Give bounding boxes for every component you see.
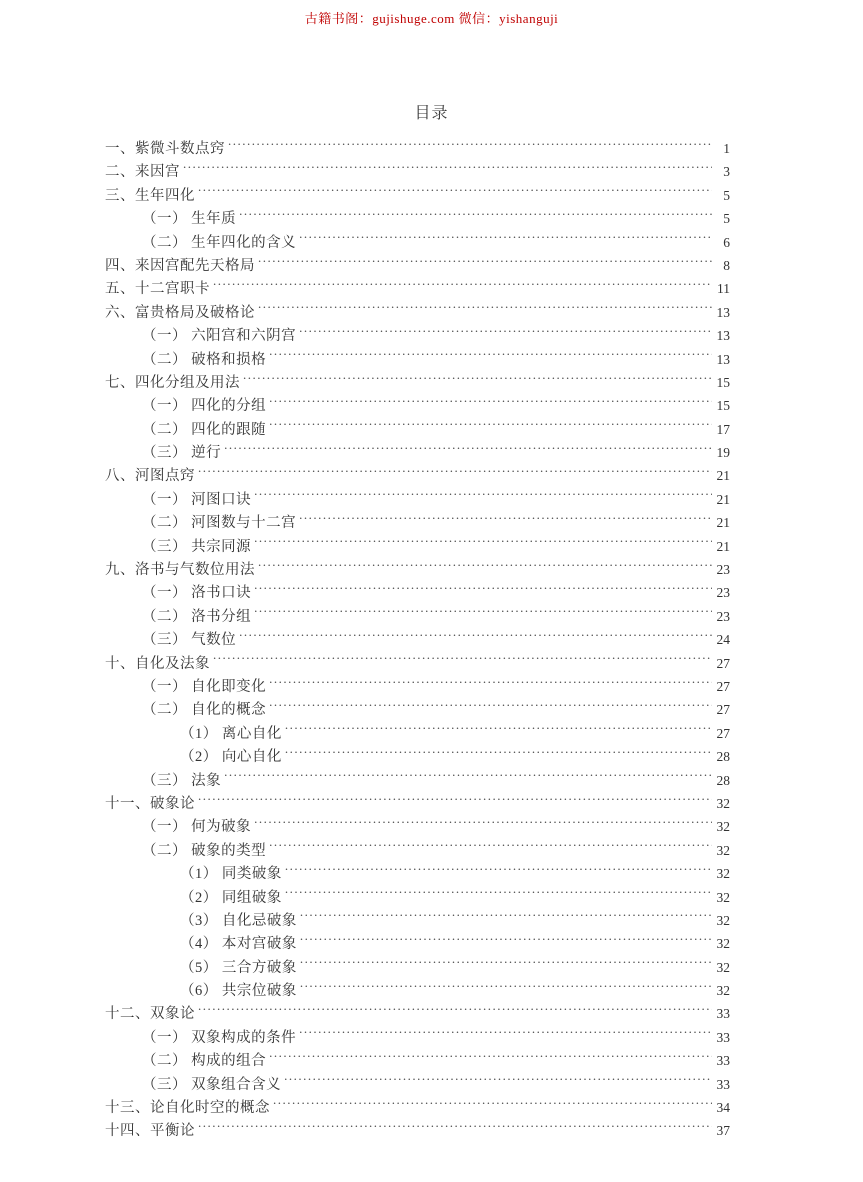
toc-dot-leader bbox=[254, 489, 712, 504]
toc-entry-page: 19 bbox=[716, 445, 730, 461]
toc-entry[interactable] bbox=[105, 137, 730, 160]
toc-entry-label: （2） 同组破象 bbox=[180, 889, 282, 906]
toc-entry[interactable] bbox=[105, 324, 730, 347]
toc-entry-label: （一） 生年质 bbox=[142, 211, 237, 228]
toc-entry[interactable] bbox=[105, 1096, 730, 1119]
toc-entry-label: （二） 生年四化的含义 bbox=[142, 234, 297, 251]
toc-entry[interactable] bbox=[105, 348, 730, 371]
toc-dot-leader bbox=[285, 723, 712, 738]
toc-entry-label: （1） 离心自化 bbox=[180, 725, 282, 742]
toc-entry[interactable] bbox=[105, 231, 730, 254]
toc-entry[interactable] bbox=[105, 1026, 730, 1049]
toc-dot-leader bbox=[183, 162, 712, 177]
toc-entry-page: 27 bbox=[716, 678, 730, 694]
toc-entry[interactable] bbox=[105, 698, 730, 721]
toc-dot-leader bbox=[258, 560, 712, 575]
toc-entry-label: （二） 构成的组合 bbox=[142, 1053, 267, 1070]
toc-entry[interactable] bbox=[105, 418, 730, 441]
toc-entry-page: 13 bbox=[716, 304, 730, 320]
toc-entry-label: （4） 本对宫破象 bbox=[180, 936, 297, 953]
toc-entry-label: 八、河图点窍 bbox=[105, 468, 195, 485]
toc-entry-label: （二） 洛书分组 bbox=[142, 608, 252, 625]
toc-entry-label: （3） 自化忌破象 bbox=[180, 912, 297, 929]
page-title: 目录 bbox=[414, 105, 449, 122]
toc-entry-page: 33 bbox=[716, 1006, 730, 1022]
toc-entry[interactable] bbox=[105, 207, 730, 230]
toc-entry[interactable] bbox=[105, 1073, 730, 1096]
toc-entry-label: （三） 气数位 bbox=[142, 632, 237, 649]
toc-entry[interactable] bbox=[105, 160, 730, 183]
toc-entry-label: （二） 破格和损格 bbox=[142, 351, 267, 368]
toc-entry-label: 六、富贵格局及破格论 bbox=[105, 304, 255, 321]
toc-entry-label: （二） 自化的概念 bbox=[142, 702, 267, 719]
toc-entry-page: 32 bbox=[716, 819, 730, 835]
toc-entry-label: （1） 同类破象 bbox=[180, 866, 282, 883]
toc-entry-label: （一） 双象构成的条件 bbox=[142, 1029, 297, 1046]
toc-entry[interactable] bbox=[105, 488, 730, 511]
toc-entry-page: 33 bbox=[716, 1076, 730, 1092]
toc-entry-page: 33 bbox=[716, 1029, 730, 1045]
toc-entry-page: 21 bbox=[716, 538, 730, 554]
page-header-watermark: 古籍书阁：gujishuge.com 微信：yishanguji bbox=[304, 11, 559, 26]
toc-entry-page: 21 bbox=[716, 491, 730, 507]
toc-entry[interactable] bbox=[105, 184, 730, 207]
toc-entry[interactable] bbox=[105, 675, 730, 698]
toc-entry[interactable] bbox=[105, 277, 730, 300]
toc-entry[interactable] bbox=[105, 605, 730, 628]
toc-dot-leader bbox=[228, 139, 712, 154]
toc-entry-page: 15 bbox=[716, 374, 730, 390]
toc-entry[interactable] bbox=[105, 862, 730, 885]
toc-entry-page: 32 bbox=[716, 983, 730, 999]
toc-entry-page: 5 bbox=[723, 187, 730, 203]
toc-entry[interactable] bbox=[105, 558, 730, 581]
toc-dot-leader bbox=[224, 443, 712, 458]
toc-entry-label: （三） 逆行 bbox=[142, 445, 222, 462]
toc-entry-label: （2） 向心自化 bbox=[180, 749, 282, 766]
toc-entry-label: 四、来因宫配先天格局 bbox=[105, 257, 255, 274]
toc-dot-leader bbox=[300, 910, 712, 925]
toc-entry-page: 24 bbox=[716, 632, 730, 648]
toc-dot-leader bbox=[198, 466, 712, 481]
toc-dot-leader bbox=[224, 770, 712, 785]
toc-entry-page: 32 bbox=[716, 912, 730, 928]
toc-entry[interactable] bbox=[105, 909, 730, 932]
toc-dot-leader bbox=[299, 232, 712, 247]
toc-dot-leader bbox=[269, 349, 712, 364]
toc-entry-label: （一） 四化的分组 bbox=[142, 398, 267, 415]
toc-entry[interactable] bbox=[105, 652, 730, 675]
toc-entry-label: 七、四化分组及用法 bbox=[105, 374, 240, 391]
toc-entry[interactable] bbox=[105, 839, 730, 862]
toc-entry-page: 27 bbox=[716, 702, 730, 718]
toc-entry[interactable] bbox=[105, 886, 730, 909]
toc-entry-label: 十三、论自化时空的概念 bbox=[105, 1100, 270, 1117]
toc-dot-leader bbox=[284, 1074, 712, 1089]
toc-dot-leader bbox=[243, 372, 712, 387]
toc-entry-page: 13 bbox=[716, 328, 730, 344]
toc-entry[interactable] bbox=[105, 535, 730, 558]
toc-list bbox=[0, 137, 863, 1143]
toc-entry-label: （5） 三合方破象 bbox=[180, 959, 297, 976]
toc-entry-label: （一） 河图口诀 bbox=[142, 491, 252, 508]
toc-entry-page: 3 bbox=[723, 164, 730, 180]
toc-dot-leader bbox=[198, 1121, 712, 1136]
toc-entry-label: 九、洛书与气数位用法 bbox=[105, 562, 255, 579]
toc-entry[interactable] bbox=[105, 371, 730, 394]
toc-dot-leader bbox=[198, 1004, 712, 1019]
toc-entry-page: 21 bbox=[716, 468, 730, 484]
toc-entry-label: （三） 共宗同源 bbox=[142, 538, 252, 555]
toc-dot-leader bbox=[258, 302, 712, 317]
toc-entry[interactable] bbox=[105, 394, 730, 417]
toc-dot-leader bbox=[300, 934, 712, 949]
toc-dot-leader bbox=[299, 326, 712, 341]
toc-entry[interactable] bbox=[105, 301, 730, 324]
toc-dot-leader bbox=[300, 981, 712, 996]
toc-entry-label: （二） 河图数与十二宫 bbox=[142, 515, 297, 532]
toc-entry-label: （三） 双象组合含义 bbox=[142, 1076, 282, 1093]
toc-entry-page: 23 bbox=[716, 585, 730, 601]
toc-entry[interactable] bbox=[105, 628, 730, 651]
toc-dot-leader bbox=[269, 840, 712, 855]
toc-dot-leader bbox=[285, 747, 712, 762]
toc-dot-leader bbox=[285, 887, 712, 902]
toc-entry[interactable] bbox=[105, 1119, 730, 1142]
toc-dot-leader bbox=[269, 676, 712, 691]
toc-entry-page: 37 bbox=[716, 1123, 730, 1139]
toc-entry-label: 十四、平衡论 bbox=[105, 1123, 195, 1140]
toc-dot-leader bbox=[254, 606, 712, 621]
toc-entry[interactable] bbox=[105, 979, 730, 1002]
toc-dot-leader bbox=[299, 1027, 712, 1042]
toc-dot-leader bbox=[258, 255, 712, 270]
toc-dot-leader bbox=[254, 583, 712, 598]
toc-entry-label: 十二、双象论 bbox=[105, 1006, 195, 1023]
toc-entry-page: 11 bbox=[717, 281, 730, 297]
toc-entry-page: 23 bbox=[716, 608, 730, 624]
toc-entry-page: 13 bbox=[716, 351, 730, 367]
toc-dot-leader bbox=[300, 957, 712, 972]
toc-entry[interactable] bbox=[105, 1002, 730, 1025]
toc-entry-page: 32 bbox=[716, 936, 730, 952]
toc-entry-page: 33 bbox=[716, 1053, 730, 1069]
toc-entry-page: 17 bbox=[716, 421, 730, 437]
toc-dot-leader bbox=[213, 279, 712, 294]
toc-entry-page: 28 bbox=[716, 749, 730, 765]
toc-entry[interactable] bbox=[105, 581, 730, 604]
toc-entry-page: 34 bbox=[716, 1100, 730, 1116]
toc-dot-leader bbox=[285, 864, 712, 879]
toc-entry[interactable] bbox=[105, 254, 730, 277]
toc-entry[interactable] bbox=[105, 745, 730, 768]
toc-entry-page: 6 bbox=[723, 234, 730, 250]
toc-dot-leader bbox=[239, 209, 712, 224]
toc-dot-leader bbox=[254, 817, 712, 832]
toc-entry-label: （一） 六阳宫和六阴宫 bbox=[142, 328, 297, 345]
toc-entry-label: 十、自化及法象 bbox=[105, 655, 210, 672]
toc-entry-label: （一） 何为破象 bbox=[142, 819, 252, 836]
toc-entry-label: （一） 洛书口诀 bbox=[142, 585, 252, 602]
toc-entry-label: 一、紫微斗数点窍 bbox=[105, 141, 225, 157]
toc-entry-page: 32 bbox=[716, 795, 730, 811]
toc-entry-label: （二） 破象的类型 bbox=[142, 842, 267, 859]
toc-entry[interactable] bbox=[105, 792, 730, 815]
toc-dot-leader bbox=[269, 419, 712, 434]
toc-entry-label: 十一、破象论 bbox=[105, 795, 195, 812]
toc-entry[interactable] bbox=[105, 464, 730, 487]
toc-dot-leader bbox=[254, 536, 712, 551]
toc-dot-leader bbox=[269, 700, 712, 715]
toc-entry-page: 27 bbox=[716, 725, 730, 741]
toc-entry[interactable] bbox=[105, 769, 730, 792]
toc-dot-leader bbox=[273, 1098, 712, 1113]
toc-entry[interactable] bbox=[105, 815, 730, 838]
toc-entry-page: 28 bbox=[716, 772, 730, 788]
toc-entry-label: （一） 自化即变化 bbox=[142, 678, 267, 695]
toc-dot-leader bbox=[198, 793, 712, 808]
toc-entry-page: 32 bbox=[716, 889, 730, 905]
toc-entry-label: 二、来因宫 bbox=[105, 164, 180, 181]
toc-entry[interactable] bbox=[105, 722, 730, 745]
toc-entry-page: 27 bbox=[716, 655, 730, 671]
toc-entry-label: （6） 共宗位破象 bbox=[180, 983, 297, 1000]
toc-dot-leader bbox=[239, 630, 712, 645]
toc-entry[interactable] bbox=[105, 1049, 730, 1072]
toc-dot-leader bbox=[269, 396, 712, 411]
toc-dot-leader bbox=[213, 653, 712, 668]
toc-entry-page: 23 bbox=[716, 562, 730, 578]
toc-entry[interactable] bbox=[105, 956, 730, 979]
toc-entry-page: 32 bbox=[716, 959, 730, 975]
toc-entry-label: 五、十二宫职卡 bbox=[105, 281, 210, 298]
toc-entry-page: 21 bbox=[716, 515, 730, 531]
toc-entry-page: 8 bbox=[723, 257, 730, 273]
toc-entry-page: 1 bbox=[723, 141, 730, 156]
toc-entry-page: 32 bbox=[716, 842, 730, 858]
toc-entry-label: 三、生年四化 bbox=[105, 187, 195, 204]
toc-entry-page: 5 bbox=[723, 211, 730, 227]
toc-dot-leader bbox=[269, 1051, 712, 1066]
toc-entry-page: 15 bbox=[716, 398, 730, 414]
toc-dot-leader bbox=[198, 185, 712, 200]
toc-entry[interactable] bbox=[105, 511, 730, 534]
toc-entry-label: （三） 法象 bbox=[142, 772, 222, 789]
toc-entry-label: （二） 四化的跟随 bbox=[142, 421, 267, 438]
toc-entry-page: 32 bbox=[716, 866, 730, 882]
toc-entry[interactable] bbox=[105, 932, 730, 955]
toc-dot-leader bbox=[299, 513, 712, 528]
toc-entry[interactable] bbox=[105, 441, 730, 464]
